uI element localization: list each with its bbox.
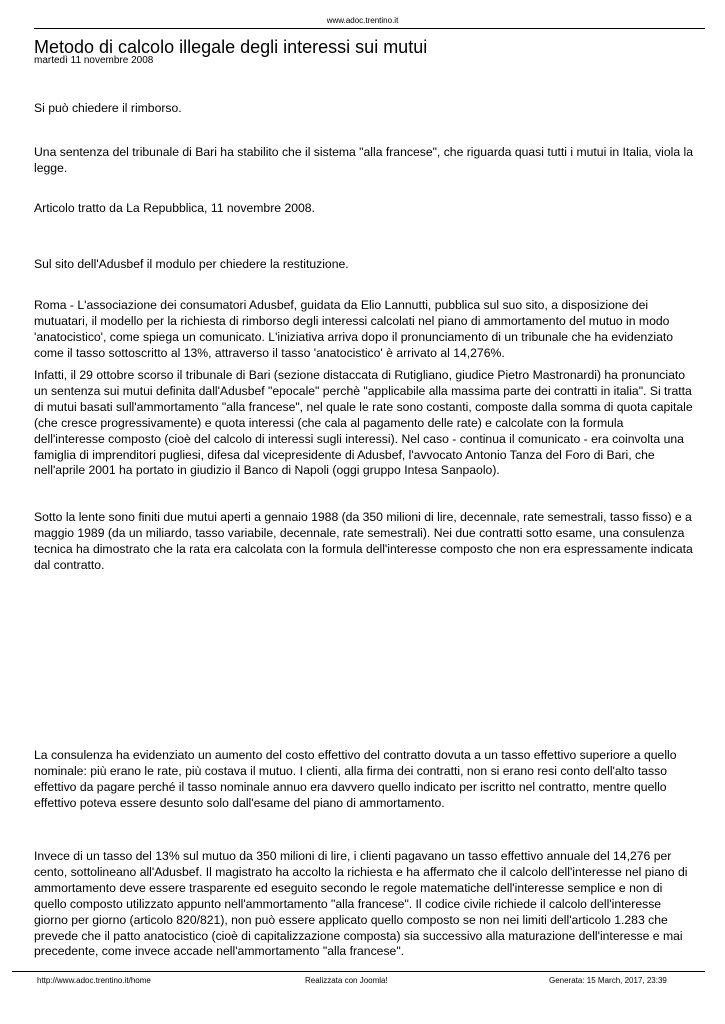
article-paragraph-5: Roma - L'associazione dei consumatori Adusbef, guidata da Elio Lannutti, pubblica sul suo sito, a disposizione dei mutuatari, il modello per la richiesta di rimborso degli interessi calcolati nel piano di ammortamento del mutuo in modo 'anatocistico', come spiega un comunicato. L'iniziativa arriva dopo il pronunciamento di un tribunale che ha evidenziato come il tasso sottoscritto al 13%, attraverso il tasso 'anatocistico' è arrivato al 14,276%. — [34, 298, 674, 360]
article-paragraph-2: Una sentenza del tribunale di Bari ha stabilito che il sistema "alla francese", che riguarda quasi tutti i mutui in Italia, viola la legge. — [34, 145, 693, 175]
article-paragraph-4: Sul sito dell'Adusbef il modulo per chiedere la restituzione. — [34, 257, 349, 271]
article-paragraph-8: La consulenza ha evidenziato un aumento del costo effettivo del contratto dovuta a un tasso effettivo superiore a quello nominale: più erano le rate, più costava il mutuo. I clienti, alla firma dei contratti, non si erano resi conto dell'alto tasso effettivo da pagare perché il tasso nominale annuo era davvero quello indicato per iscritto nel contratto, mentre quello effettivo poteva essere desunto solo dall'esame del piano di ammortamento. — [34, 748, 677, 810]
footer-powered-by: Realizzata con Joomla! — [305, 976, 388, 985]
article-paragraph-1: Si può chiedere il rimborso. — [34, 101, 182, 115]
header-site-url: www.adoc.trentino.it — [326, 16, 399, 25]
article-date: martedì 11 novembre 2008 — [34, 55, 154, 66]
article-paragraph-7: Sotto la lente sono finiti due mutui aperti a gennaio 1988 (da 350 milioni di lire, decennale, rate semestrali, tasso fisso) e a maggio 1989 (da un miliardo, tasso variabile, decennale, rate semestrali). Nei due contratti sotto esame, una consulenza tecnica ha dimostrato che la rata era calcolata con la formula dell'interesse composto che non era espressamente indicata dal contratto. — [34, 510, 693, 572]
article-paragraph-9: Invece di un tasso del 13% sul mutuo da 350 milioni di lire, i clienti pagavano un tasso effettivo annuale del 14,276 per cento, sottolineano all'Adusbef. Il magistrato ha accolto la richiesta e ha affermato che il calcolo dell'interesse nel piano di ammortamento deve essere trasparente ed eseguito secondo le regole matematiche dell'interesse semplice e non di quello composto utilizzato appunto nell'ammortamento "alla francese". Il codice civile richiede il calcolo dell'interesse giorno per giorno (articolo 820/821), non può essere applicato quello composto se non nei limiti dell'articolo 1.283 che prevede che il patto anatocistico (cioè di capitalizzazione composta) sia successivo alla maturazione dell'interesse e mai precedente, come invece accade nell'ammortamento "alla francese". — [34, 849, 688, 959]
article-paragraph-3: Articolo tratto da La Repubblica, 11 novembre 2008. — [34, 201, 315, 215]
header-divider — [34, 28, 705, 29]
article-paragraph-6: Infatti, il 29 ottobre scorso il tribunale di Bari (sezione distaccata di Rutigliano, giudice Pietro Mastronardi) ha pronunciato un sentenza sui mutui definita dall'Adusbef "epocale" perchè "applicabile alla massima parte dei contratti in italia". Si tratta di mutui basati sull'ammortamento "alla francese", nel quale le rate sono costanti, composte dalla somma di quota capitale (che cresce progressivamente) e quota interessi (che cala al pagamento delle rate) e calcolate con la formula dell'interesse composto (cioè del calcolo di interessi sugli interessi). Nel caso - continua il comunicato - era coinvolta una famiglia di imprenditori pugliesi, difesa dal vicepresidente di Adusbef, l'avvocato Antonio Tanza del Foro di Bari, che nell'aprile 2001 ha portato in giudizio il Banco di Napoli (oggi gruppo Intesa Sanpaolo). — [34, 368, 693, 478]
footer-home-link[interactable]: http://www.adoc.trentino.it/home — [37, 976, 151, 985]
footer-divider — [12, 971, 705, 972]
footer-generated-date: Generata: 15 March, 2017, 23:39 — [549, 976, 667, 985]
article-title: Metodo di calcolo illegale degli interessi sui mutui — [34, 37, 428, 57]
